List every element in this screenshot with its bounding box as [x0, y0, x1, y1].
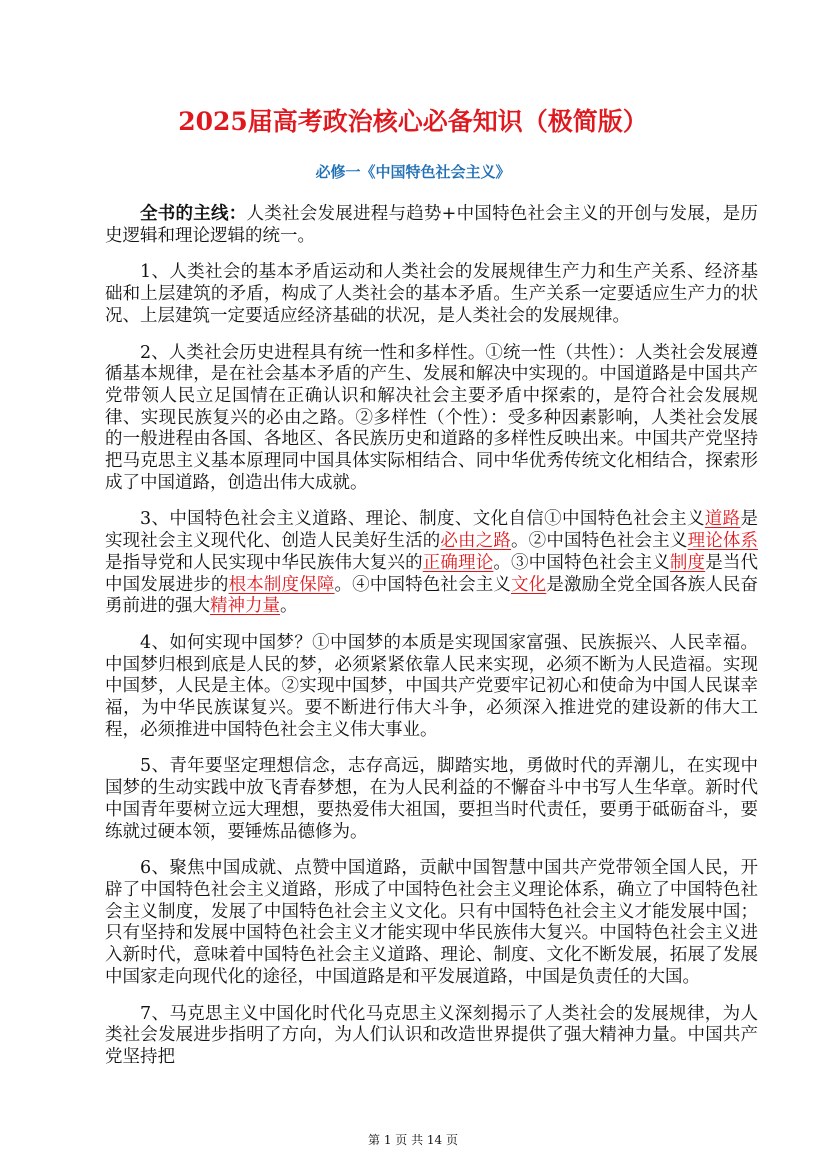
highlight-jingshen-liliang: 精神力量	[210, 596, 280, 617]
paragraph-1: 1、人类社会的基本矛盾运动和人类社会的发展规律生产力和生产关系、经济基础和上层建筑的矛盾，构成了人类社会的基本矛盾。生产关系一定要适应生产力的状况、上层建筑一定要适应经济基础的状况，是人类社会的发展规律。	[105, 262, 758, 326]
highlight-biyouzhilu: 必由之路	[440, 531, 512, 552]
paragraph-4: 4、如何实现中国梦？①中国梦的本质是实现国家富强、民族振兴、人民幸福。中国梦归根到底是人民的梦，必须紧紧依靠人民来实现，必须不断为人民造福。实现中国梦，人民是主体。②实现中国梦，中国共产党要牢记初心和使命为中国人民谋幸福，为中华民族谋复兴。要不断进行伟大斗争，必须深入推进党的建设新的伟大工程，必须推进中国特色社会主义伟大事业。	[105, 632, 758, 740]
page-footer: 第 1 页 共 14 页	[368, 1133, 458, 1147]
highlight-daolu: 道路	[704, 509, 741, 530]
paragraph-5: 5、青年要坚定理想信念，志存高远，脚踏实地，勇做时代的弄潮儿，在实现中国梦的生动实践中放飞青春梦想，在为人民利益的不懈奋斗中书写人生华章。新时代中国青年要树立远大理想，要热爱伟大祖国，要担当时代责任，要勇于砥砺奋斗，要练就过硬本领，要锤炼品德修为。	[105, 756, 758, 842]
text-segment: 。③中国特色社会主义	[493, 552, 670, 573]
text-segment: 。	[280, 596, 298, 617]
paragraph-2: 2、人类社会历史进程具有统一性和多样性。①统一性（共性）：人类社会发展遵循基本规律，是在社会基本矛盾的产生、发展和解决中实现的。中国道路是中国共产党带领人民立足国情在正确认识和解决社会主要矛盾中探索的，是符合社会发展规律、实现民族复兴的必由之路。②多样性（个性）：受多种因素影响，人类社会发展的一般进程由各国、各地区、各民族历史和道路的多样性反映出来。中国共产党坚持把马克思主义基本原理同中国具体实际相结合、同中华优秀传统文化相结合，探索形成了中国道路，创造出伟大成就。	[105, 342, 758, 493]
highlight-lilun-tixi: 理论体系	[687, 531, 759, 552]
text-segment: 是激励全党全国各族人民奋勇前进的强大	[105, 574, 759, 617]
paragraph-6: 6、聚焦中国成就、点赞中国道路，贡献中国智慧中国共产党带领全国人民，开辟了中国特色社会主义道路，形成了中国特色社会主义理论体系，确立了中国特色社会主义制度，发展了中国特色社会主义文化。只有中国特色社会主义才能发展中国；只有坚持和发展中国特色社会主义才能实现中华民族伟大复兴。中国特色社会主义进入新时代，意味着中国特色社会主义道路、理论、制度、文化不断发展，拓展了发展中国家走向现代化的途径，中国道路是和平发展道路，中国是负责任的大国。	[105, 858, 758, 987]
mainline-label: 全书的主线：	[140, 204, 247, 224]
mainline-text: 人类社会发展进程与趋势+中国特色社会主义的开创与发展，是历史逻辑和理论逻辑的统一。	[105, 204, 759, 246]
mainline-paragraph	[105, 204, 758, 247]
text-segment: 3、中国特色社会主义道路、理论、制度、文化自信①中国特色社会主义	[140, 509, 705, 530]
section-subtitle: 必修一《中国特色社会主义》	[315, 163, 511, 181]
paragraph-7: 7、马克思主义中国化时代化马克思主义深刻揭示了人类社会的发展规律，为人类社会发展进步指明了方向，为人们认识和改造世界提供了强大精神力量。中国共产党坚持把	[105, 1003, 758, 1067]
document-body	[105, 204, 758, 1084]
text-segment: 。④中国特色社会主义	[334, 574, 512, 595]
text-segment: 。②中国特色社会主义	[511, 531, 688, 552]
highlight-zhidu: 制度	[669, 552, 706, 573]
highlight-zhengque-lilun: 正确理论	[422, 552, 494, 573]
document-title: 2025届高考政治核心必备知识（极简版）	[178, 107, 648, 136]
paragraph-3	[105, 509, 758, 618]
text-segment: 是实现社会主义现代化、创造人民美好生活的	[105, 509, 758, 552]
highlight-genben-zhidu-baozhang: 根本制度保障	[228, 574, 335, 595]
text-segment: 是当代中国发展进步的	[105, 552, 759, 595]
text-segment: 是指导党和人民实现中华民族伟大复兴的	[105, 552, 423, 573]
highlight-wenhua: 文化	[511, 574, 547, 595]
